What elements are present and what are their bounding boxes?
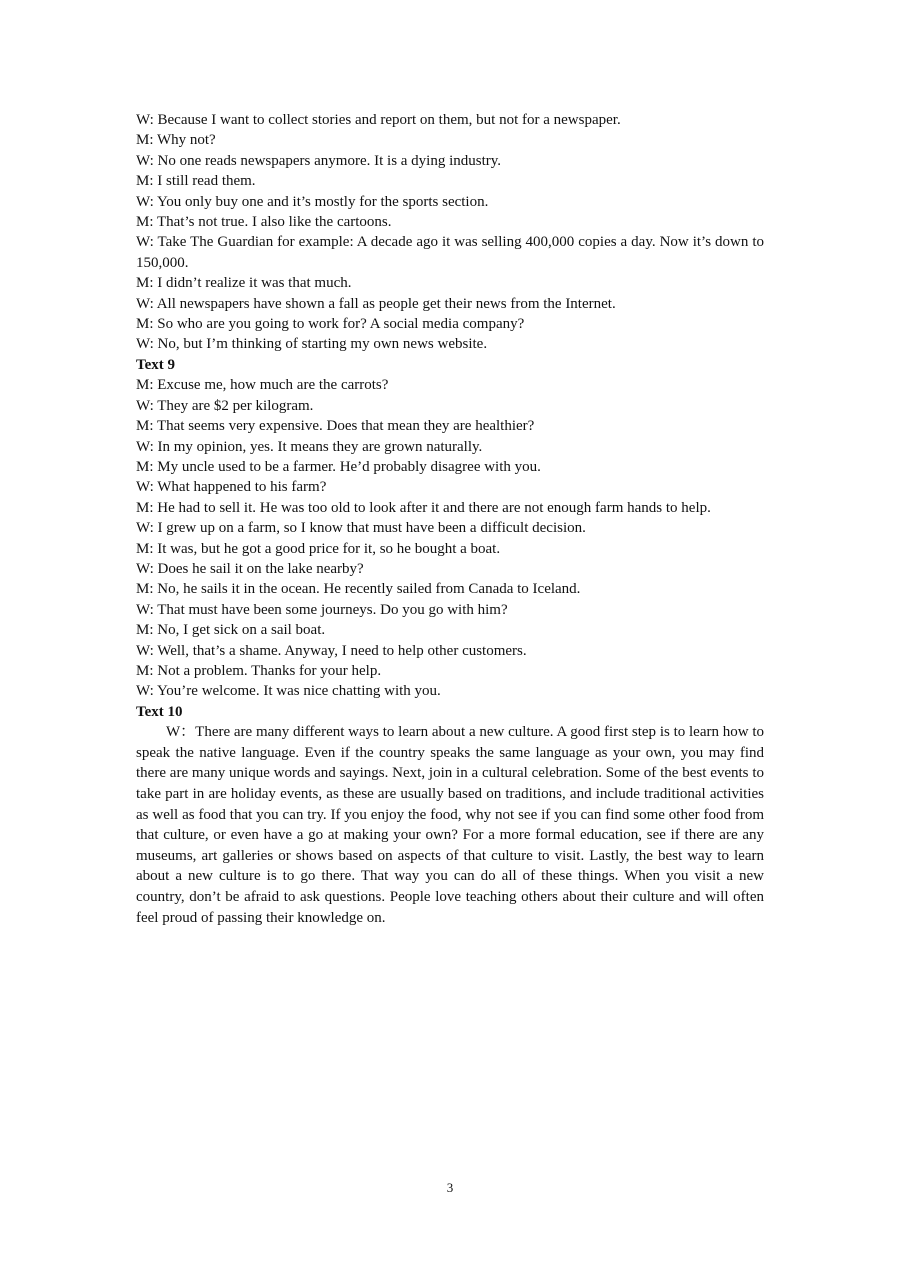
dialogue-line: W: No, but I’m thinking of starting my own news website. bbox=[136, 336, 488, 353]
dialogue-line: W: You’re welcome. It was nice chatting with you. bbox=[136, 683, 441, 700]
dialogue-line: M: I still read them. bbox=[136, 173, 256, 190]
dialogue-line: M: So who are you going to work for? A social media company? bbox=[136, 316, 525, 333]
document-body bbox=[136, 110, 764, 928]
section-heading-text-9: Text 9 bbox=[136, 356, 176, 373]
dialogue-line: W: What happened to his farm? bbox=[136, 479, 327, 496]
dialogue-line: W: You only buy one and it’s mostly for the sports section. bbox=[136, 193, 489, 210]
dialogue-line: W: No one reads newspapers anymore. It is a dying industry. bbox=[136, 152, 502, 169]
dialogue-line: M: It was, but he got a good price for it, so he bought a boat. bbox=[136, 540, 501, 557]
dialogue-line: W: All newspapers have shown a fall as people get their news from the Internet. bbox=[136, 295, 616, 312]
dialogue-line: M: That seems very expensive. Does that mean they are healthier? bbox=[136, 418, 535, 435]
dialogue-line: M: No, I get sick on a sail boat. bbox=[136, 622, 326, 639]
dialogue-line: W: They are $2 per kilogram. bbox=[136, 397, 314, 414]
dialogue-line: W: That must have been some journeys. Do you go with him? bbox=[136, 601, 508, 618]
dialogue-line: M: That’s not true. I also like the cartoons. bbox=[136, 214, 392, 231]
section-heading-text-10: Text 10 bbox=[136, 703, 183, 720]
monologue-paragraph: W：There are many different ways to learn about a new culture. A good first step is to learn how to speak the native language. Even if the country speaks the same language as your own, you may find there are many unique words and sayings. Next, join in a cultural celebration. Some of the best events to take part in are holiday events, as these are usually based on traditions, and include traditional activities as well as food that you can try. If you enjoy the food, why not see if you can find some other food from that culture, or even have a go at making your own? For a more formal education, see if there are any museums, art galleries or shows based on aspects of that culture to visit. Lastly, the best way to learn about a new culture is to go there. That way you can do all of these things. When you visit a new country, don’t be afraid to ask questions. People love teaching others about their culture and will often feel proud of passing their knowledge on. bbox=[136, 724, 764, 926]
dialogue-line: W: Does he sail it on the lake nearby? bbox=[136, 560, 364, 577]
dialogue-line: M: Excuse me, how much are the carrots? bbox=[136, 377, 389, 394]
dialogue-line: M: No, he sails it in the ocean. He recently sailed from Canada to Iceland. bbox=[136, 581, 581, 598]
dialogue-line: W: Well, that’s a shame. Anyway, I need to help other customers. bbox=[136, 642, 527, 659]
page-number: 3 bbox=[446, 1180, 454, 1195]
dialogue-line: W: Because I want to collect stories and report on them, but not for a newspaper. bbox=[136, 112, 621, 128]
dialogue-line: M: Not a problem. Thanks for your help. bbox=[136, 662, 382, 679]
dialogue-line: W: Take The Guardian for example: A decade ago it was selling 400,000 copies a day. Now it’s down to 150,000. bbox=[136, 234, 764, 271]
dialogue-line: M: I didn’t realize it was that much. bbox=[136, 275, 352, 292]
dialogue-line: W: In my opinion, yes. It means they are grown naturally. bbox=[136, 438, 483, 455]
dialogue-line: M: Why not? bbox=[136, 132, 216, 149]
dialogue-line: M: He had to sell it. He was too old to look after it and there are not enough farm hands to help. bbox=[136, 499, 711, 516]
dialogue-line: W: I grew up on a farm, so I know that must have been a difficult decision. bbox=[136, 520, 586, 537]
dialogue-line: M: My uncle used to be a farmer. He’d probably disagree with you. bbox=[136, 458, 541, 475]
